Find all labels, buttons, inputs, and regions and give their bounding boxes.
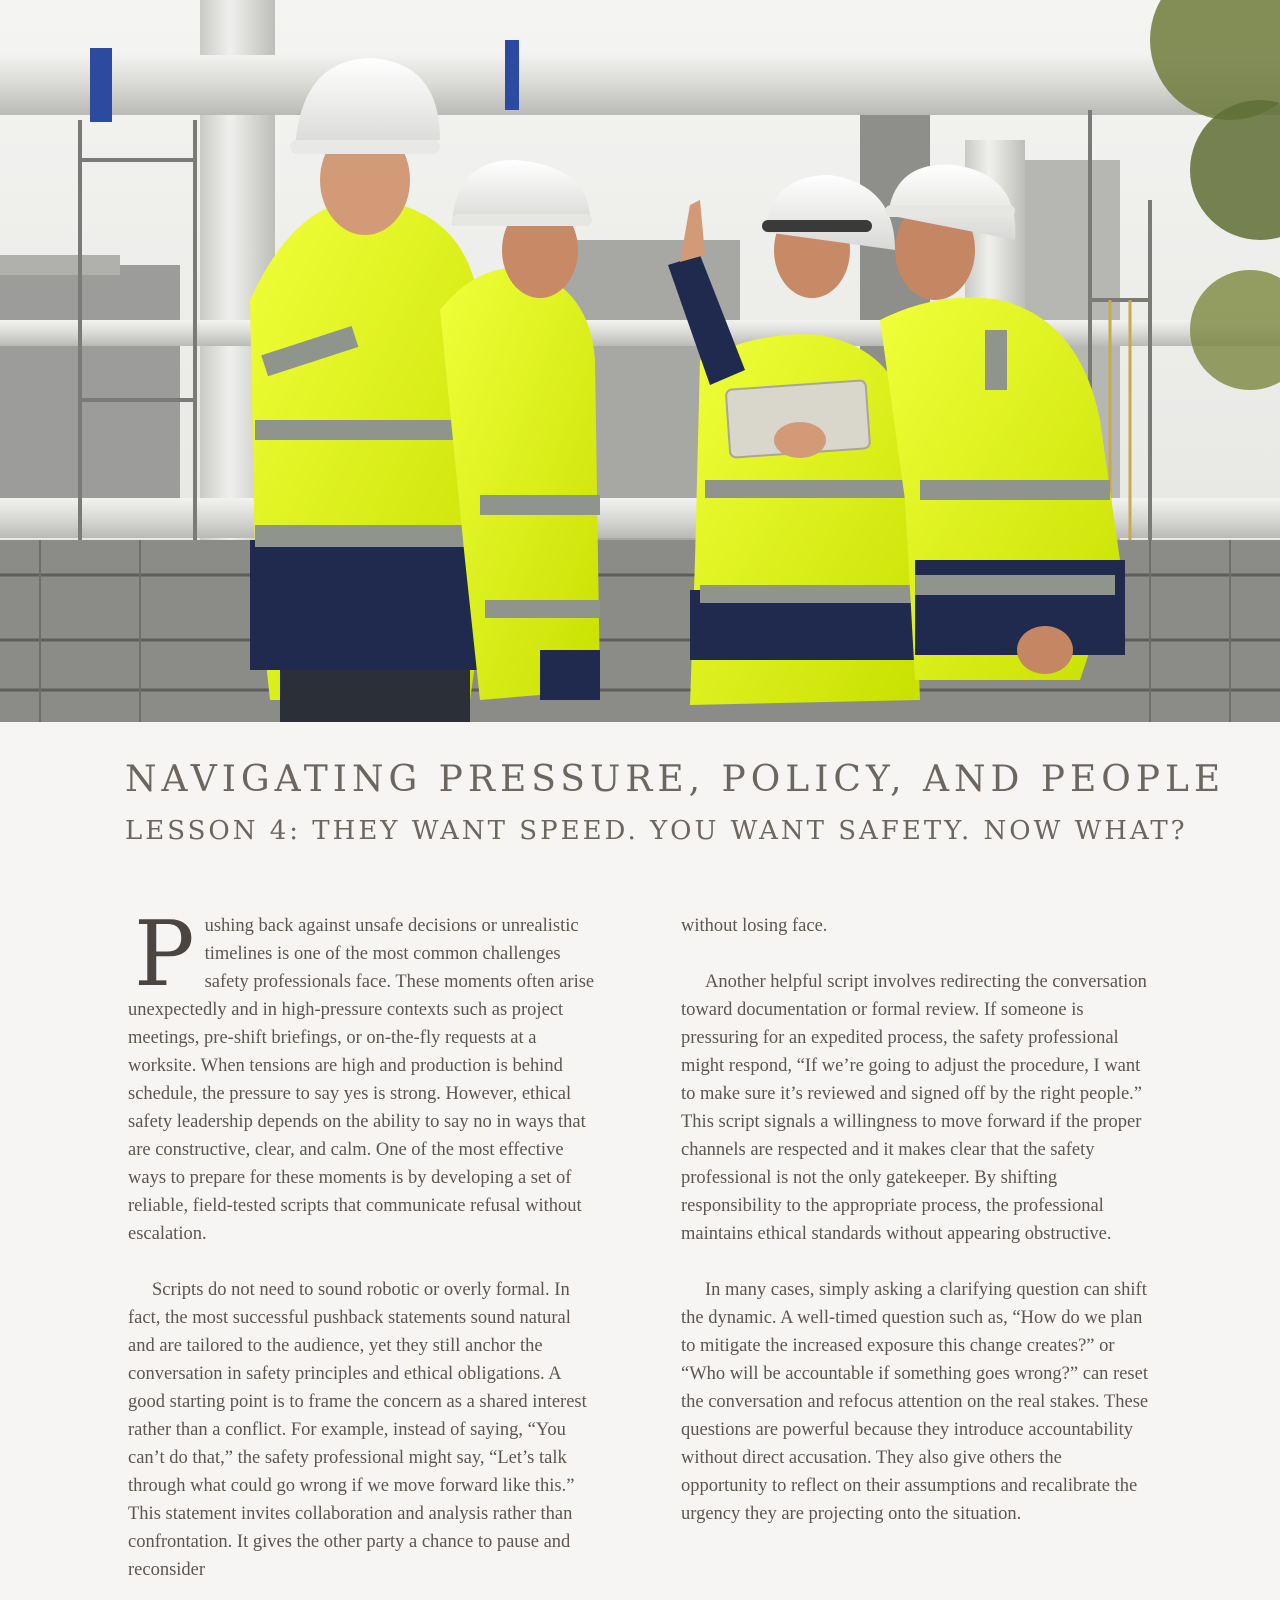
paragraph: without losing face. bbox=[681, 916, 828, 936]
paragraph: In many cases, simply asking a clarifying question can shift the dynamic. A well-timed question such as, “How do we plan to mitigate the increased exposure this change creates?” or “Who will be accountable if something goes wrong?” can reset the conversation and refocus attention on the real stakes. These questions are powerful because they introduce accountability without direct accusation. They also give others the opportunity to reflect on their assumptions and recalibrate the urgency they are projecting onto the situation. bbox=[681, 1280, 1149, 1524]
paragraph: Another helpful script involves redirecting the conversation toward documentation or formal review. If someone is pressuring for an expedited process, the safety professional might respond, “If we’re going to adjust the procedure, I want to make sure it’s reviewed and signed off by the right people.” This script signals a willingness to move forward if the proper channels are respected and it makes clear that the safety professional is not the only gatekeeper. By shifting responsibility to the appropriate process, the professional maintains ethical standards without appearing obstructive. bbox=[681, 972, 1147, 1244]
body-column-right bbox=[681, 912, 1151, 1556]
page-title: NAVIGATING PRESSURE, POLICY, AND PEOPLE bbox=[125, 759, 1226, 800]
paragraph: Scripts do not need to sound robotic or overly formal. In fact, the most successful pushback statements sound natural and are tailored to the audience, yet they still anchor the conversation in safety principles and ethical obligations. A good starting point is to frame the concern as a shared interest rather than a conflict. For example, instead of saying, “You can’t do that,” the safety professional might say, “Let’s talk through what could go wrong if we move forward like this.” This statement invites collaboration and analysis rather than confrontation. It gives the other party a chance to pause and reconsider bbox=[128, 1280, 587, 1580]
hero-image bbox=[0, 0, 1280, 722]
workers-photo-icon bbox=[0, 0, 1280, 722]
lesson-subtitle: LESSON 4: THEY WANT SPEED. YOU WANT SAFETY. NOW WHAT? bbox=[125, 816, 1188, 846]
paragraph bbox=[128, 902, 598, 1248]
drop-cap: P bbox=[134, 902, 195, 1007]
paragraph-text: ushing back against unsafe decisions or unrealistic timelines is one of the most common challenges safety professionals face. These moments often arise unexpectedly and in high-pressure contexts such as project meetings, pre-shift briefings, or on-the-fly requests at a worksite. When tensions are high and production is behind schedule, the pressure to say yes is strong. However, ethical safety leadership depends on the ability to say no in ways that are constructive, clear, and calm. One of the most effective ways to prepare for these moments is by developing a set of reliable, field-tested scripts that communicate refusal without escalation. bbox=[128, 916, 595, 1244]
body-column-left bbox=[128, 902, 598, 1600]
